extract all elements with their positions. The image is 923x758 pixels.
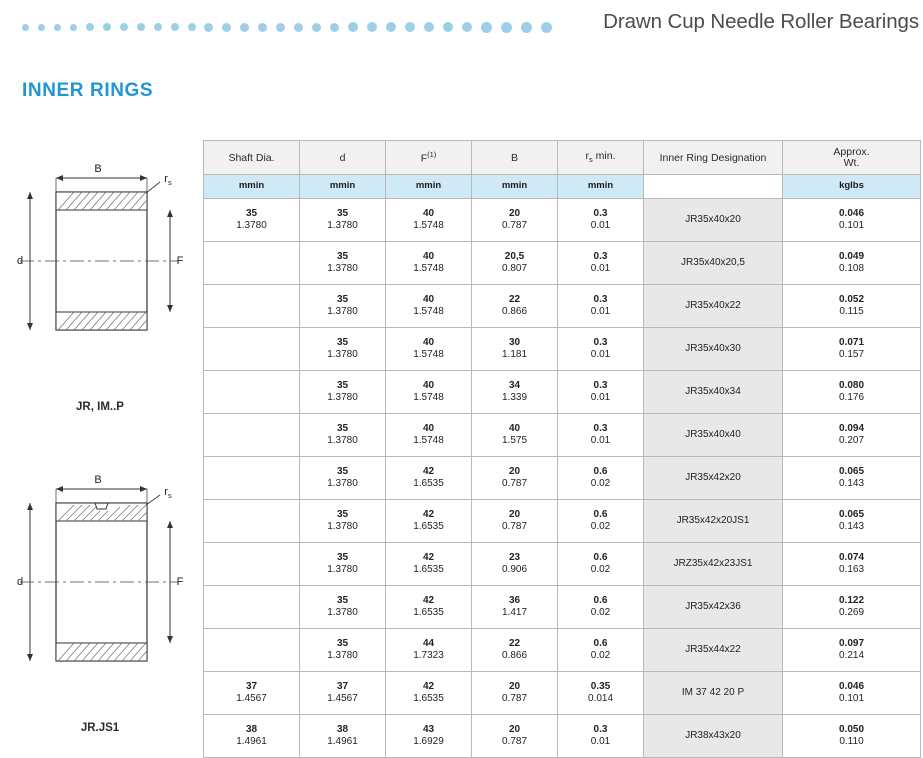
- col-head-approx-wt: Approx. Wt.: [783, 141, 921, 175]
- cell-designation: JR35x40x34: [644, 371, 783, 414]
- cell-d: 35 1.3780: [300, 328, 386, 371]
- cell-designation: JRZ35x42x23JS1: [644, 543, 783, 586]
- cell-r-min: 0.3 0.01: [558, 328, 644, 371]
- decorative-dot: [462, 22, 472, 32]
- table-row: [204, 543, 921, 586]
- decorative-dot: [258, 23, 267, 32]
- table-row: [204, 285, 921, 328]
- cell-f: 40 1.5748: [386, 199, 472, 242]
- decorative-dot: [222, 23, 231, 32]
- decorative-dot: [386, 22, 396, 32]
- cell-b: 22 0.866: [472, 285, 558, 328]
- decorative-dot: [424, 22, 434, 32]
- cell-f: 40 1.5748: [386, 242, 472, 285]
- cell-b: 20 0.787: [472, 457, 558, 500]
- cell-approx-wt: 0.050 0.110: [783, 715, 921, 758]
- units-f-mm: mm: [415, 180, 433, 192]
- decorative-dot: [154, 23, 162, 31]
- decorative-dot-row: [22, 21, 552, 33]
- decorative-dot: [103, 23, 111, 31]
- cell-f: 42 1.6535: [386, 457, 472, 500]
- cell-f: 43 1.6929: [386, 715, 472, 758]
- table-row: [204, 242, 921, 285]
- col-head-shaft-dia: Shaft Dia.: [204, 141, 300, 175]
- cell-designation: JR35x42x20JS1: [644, 500, 783, 543]
- table-units-row: [204, 175, 921, 199]
- cell-b: 40 1.575: [472, 414, 558, 457]
- svg-text:d: d: [16, 255, 24, 267]
- table-row: [204, 371, 921, 414]
- cell-approx-wt: 0.094 0.207: [783, 414, 921, 457]
- cell-designation: JR35x40x30: [644, 328, 783, 371]
- cell-designation: JR35x40x20,5: [644, 242, 783, 285]
- col-head-d: d: [300, 141, 386, 175]
- decorative-dot: [86, 23, 94, 31]
- cell-shaft-dia: [204, 328, 300, 371]
- cell-approx-wt: 0.071 0.157: [783, 328, 921, 371]
- decorative-dot: [405, 22, 415, 32]
- decorative-dot: [137, 23, 145, 31]
- page-title: INNER RINGS: [22, 80, 154, 101]
- svg-text:d: d: [16, 576, 24, 588]
- cell-b: 20 0.787: [472, 715, 558, 758]
- cell-d: 35 1.3780: [300, 285, 386, 328]
- cell-approx-wt: 0.065 0.143: [783, 457, 921, 500]
- units-designation-blank: [644, 175, 783, 199]
- col-head-f-label: F: [420, 152, 428, 165]
- decorative-dot: [188, 23, 196, 31]
- cell-r-min: 0.3 0.01: [558, 715, 644, 758]
- decorative-dot: [204, 23, 213, 32]
- svg-text:B: B: [94, 163, 102, 175]
- cell-designation: JR35x40x22: [644, 285, 783, 328]
- cell-shaft-dia: [204, 629, 300, 672]
- decorative-dot: [330, 23, 339, 32]
- decorative-dot: [276, 23, 285, 32]
- cell-shaft-dia: [204, 500, 300, 543]
- cell-d: 35 1.3780: [300, 500, 386, 543]
- col-head-f-footnote: (1): [427, 150, 437, 160]
- cell-r-min: 0.3 0.01: [558, 371, 644, 414]
- table-row: [204, 629, 921, 672]
- svg-text:rs: $r_s$: [164, 486, 172, 500]
- units-d-in: in: [346, 180, 356, 192]
- table-header: [204, 141, 921, 199]
- drawing-jr-js1: [0, 451, 200, 734]
- cell-f: 42 1.6535: [386, 500, 472, 543]
- cell-b: 34 1.339: [472, 371, 558, 414]
- decorative-dot: [22, 24, 29, 31]
- table-row: [204, 672, 921, 715]
- units-f-in: in: [432, 180, 442, 192]
- units-shaft-in: in: [255, 180, 265, 192]
- table-row: [204, 199, 921, 242]
- cell-designation: JR35x40x20: [644, 199, 783, 242]
- cell-b: 20 0.787: [472, 199, 558, 242]
- cell-f: 40 1.5748: [386, 371, 472, 414]
- cell-shaft-dia: 38 1.4961: [204, 715, 300, 758]
- cell-r-min: 0.3 0.01: [558, 242, 644, 285]
- cell-f: 40 1.5748: [386, 285, 472, 328]
- col-head-f: [386, 141, 472, 175]
- cell-r-min: 0.6 0.02: [558, 586, 644, 629]
- units-wt: [783, 175, 921, 199]
- cell-r-min: 0.35 0.014: [558, 672, 644, 715]
- decorative-dot: [521, 22, 532, 33]
- table-row: [204, 414, 921, 457]
- cell-shaft-dia: [204, 285, 300, 328]
- cell-approx-wt: 0.052 0.115: [783, 285, 921, 328]
- table-header-row: [204, 141, 921, 175]
- inner-ring-js1-drawing: [0, 451, 200, 716]
- decorative-dot: [501, 22, 512, 33]
- cell-b: 23 0.906: [472, 543, 558, 586]
- cell-d: 35 1.3780: [300, 199, 386, 242]
- decorative-dot: [312, 23, 321, 32]
- units-wt-kg: kg: [839, 180, 851, 192]
- decorative-dot: [171, 23, 179, 31]
- decorative-dot: [240, 23, 249, 32]
- cell-approx-wt: 0.046 0.101: [783, 199, 921, 242]
- units-d-mm: mm: [329, 180, 347, 192]
- cell-b: 36 1.417: [472, 586, 558, 629]
- cell-designation: JR38x43x20: [644, 715, 783, 758]
- col-head-b: B: [472, 141, 558, 175]
- cell-r-min: 0.3 0.01: [558, 414, 644, 457]
- inner-ring-jr-drawing: [0, 130, 200, 395]
- cell-f: 42 1.6535: [386, 586, 472, 629]
- cell-b: 20 0.787: [472, 672, 558, 715]
- cell-shaft-dia: 37 1.4567: [204, 672, 300, 715]
- cell-shaft-dia: [204, 371, 300, 414]
- table-row: [204, 715, 921, 758]
- cell-r-min: 0.6 0.02: [558, 629, 644, 672]
- table-row: [204, 457, 921, 500]
- cell-f: 40 1.5748: [386, 328, 472, 371]
- units-shaft-dia: [204, 175, 300, 199]
- cell-d: 35 1.3780: [300, 242, 386, 285]
- units-r-in: in: [604, 180, 614, 192]
- table-row: [204, 500, 921, 543]
- cell-shaft-dia: [204, 543, 300, 586]
- cell-approx-wt: 0.049 0.108: [783, 242, 921, 285]
- cell-d: 37 1.4567: [300, 672, 386, 715]
- decorative-dot: [367, 22, 377, 32]
- cell-b: 20,5 0.807: [472, 242, 558, 285]
- decorative-dot: [348, 22, 358, 32]
- decorative-dot: [294, 23, 303, 32]
- cell-shaft-dia: 35 1.3780: [204, 199, 300, 242]
- cell-f: 42 1.6535: [386, 543, 472, 586]
- decorative-dot: [481, 22, 492, 33]
- svg-text:F: F: [176, 255, 184, 267]
- header-title: Drawn Cup Needle Roller Bearings: [603, 10, 919, 33]
- svg-text:B: B: [94, 474, 102, 486]
- cell-r-min: 0.3 0.01: [558, 285, 644, 328]
- cell-shaft-dia: [204, 414, 300, 457]
- spec-table-wrapper: [203, 140, 920, 758]
- cell-approx-wt: 0.080 0.176: [783, 371, 921, 414]
- units-wt-lbs: lbs: [850, 180, 864, 192]
- units-d: [300, 175, 386, 199]
- page-header: [0, 0, 923, 48]
- table-body: [204, 199, 921, 758]
- cell-approx-wt: 0.097 0.214: [783, 629, 921, 672]
- cell-designation: JR35x40x40: [644, 414, 783, 457]
- drawings-column: [0, 130, 200, 734]
- decorative-dot: [541, 22, 552, 33]
- cell-shaft-dia: [204, 457, 300, 500]
- cell-f: 42 1.6535: [386, 672, 472, 715]
- cell-d: 35 1.3780: [300, 414, 386, 457]
- cell-f: 40 1.5748: [386, 414, 472, 457]
- cell-b: 22 0.866: [472, 629, 558, 672]
- units-r: [558, 175, 644, 199]
- cell-d: 35 1.3780: [300, 457, 386, 500]
- cell-r-min: 0.6 0.02: [558, 500, 644, 543]
- table-row: [204, 328, 921, 371]
- drawing-caption-1: JR, IM..P: [76, 401, 124, 413]
- cell-approx-wt: 0.074 0.163: [783, 543, 921, 586]
- units-f: [386, 175, 472, 199]
- table-row: [204, 586, 921, 629]
- cell-shaft-dia: [204, 242, 300, 285]
- cell-r-min: 0.3 0.01: [558, 199, 644, 242]
- cell-d: 35 1.3780: [300, 586, 386, 629]
- cell-b: 20 0.787: [472, 500, 558, 543]
- cell-d: 35 1.3780: [300, 629, 386, 672]
- svg-text:rs: $r_s$: [164, 173, 172, 187]
- drawing-jr-imp: [0, 130, 200, 413]
- cell-designation: JR35x42x20: [644, 457, 783, 500]
- cell-approx-wt: 0.122 0.269: [783, 586, 921, 629]
- units-b-in: in: [518, 180, 528, 192]
- decorative-dot: [54, 24, 61, 31]
- units-b-mm: mm: [501, 180, 519, 192]
- cell-designation: JR35x42x36: [644, 586, 783, 629]
- drawing-caption-2: JR.JS1: [80, 722, 120, 734]
- inner-rings-spec-table: [203, 140, 921, 758]
- col-head-designation: Inner Ring Designation: [644, 141, 783, 175]
- svg-text:F: F: [176, 576, 184, 588]
- units-r-mm: mm: [587, 180, 605, 192]
- cell-r-min: 0.6 0.02: [558, 457, 644, 500]
- col-head-r-min: $r_s$ min.: [558, 141, 644, 175]
- units-shaft-mm: mm: [238, 180, 256, 192]
- cell-approx-wt: 0.046 0.101: [783, 672, 921, 715]
- cell-designation: JR35x44x22: [644, 629, 783, 672]
- decorative-dot: [443, 22, 453, 32]
- cell-designation: IM 37 42 20 P: [644, 672, 783, 715]
- cell-d: 38 1.4961: [300, 715, 386, 758]
- cell-d: 35 1.3780: [300, 371, 386, 414]
- cell-r-min: 0.6 0.02: [558, 543, 644, 586]
- cell-b: 30 1.181: [472, 328, 558, 371]
- cell-shaft-dia: [204, 586, 300, 629]
- cell-d: 35 1.3780: [300, 543, 386, 586]
- units-b: [472, 175, 558, 199]
- cell-approx-wt: 0.065 0.143: [783, 500, 921, 543]
- cell-f: 44 1.7323: [386, 629, 472, 672]
- decorative-dot: [38, 24, 45, 31]
- decorative-dot: [120, 23, 128, 31]
- decorative-dot: [70, 24, 77, 31]
